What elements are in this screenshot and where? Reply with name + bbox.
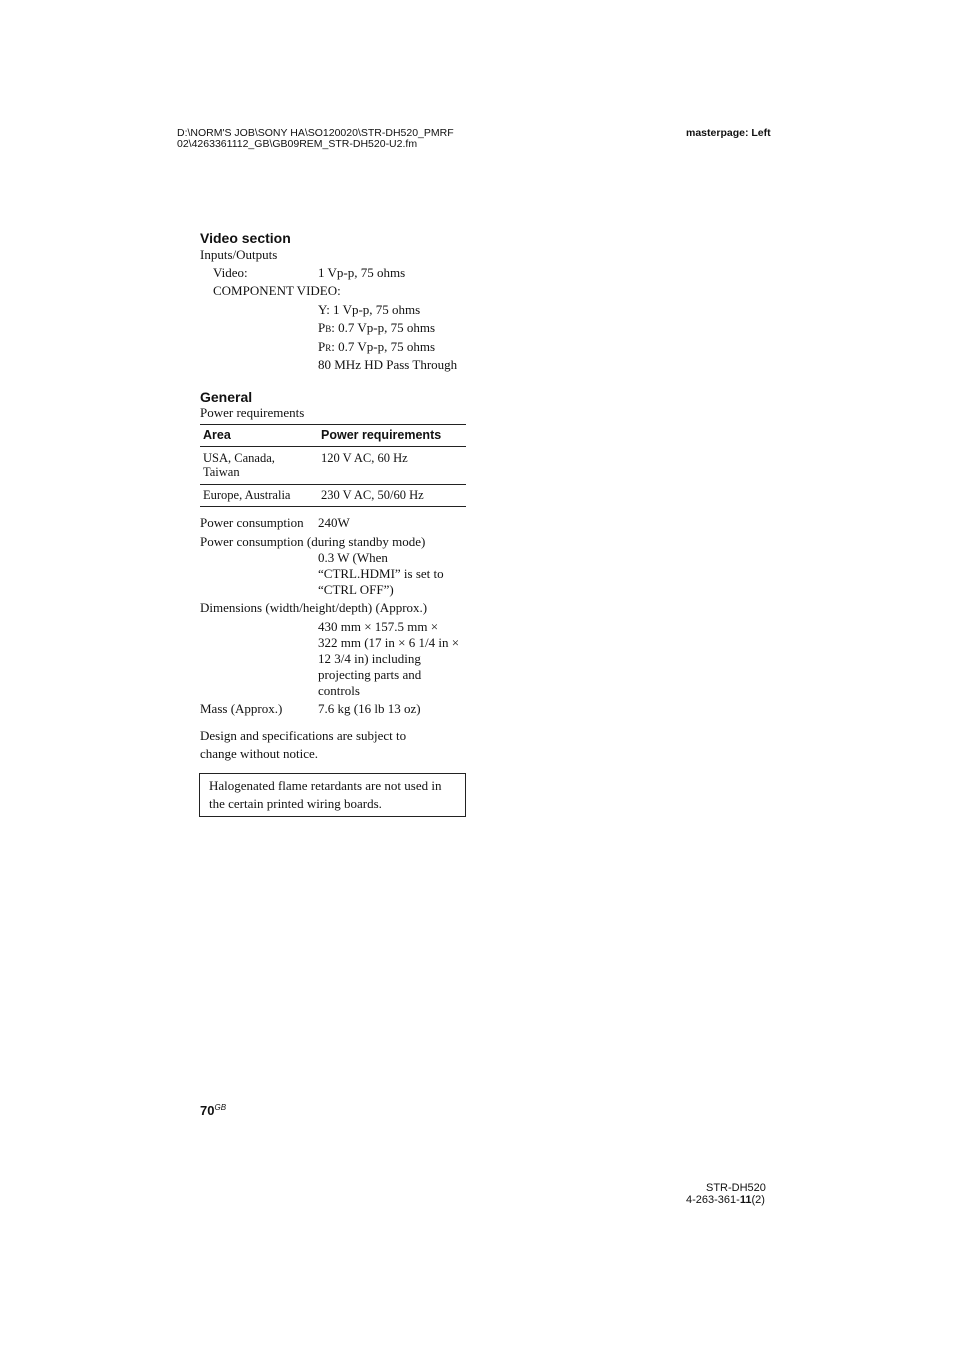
dimensions-line: projecting parts and (318, 667, 422, 682)
table-bottom-rule (200, 506, 466, 507)
table-row-area: Europe, Australia (203, 488, 291, 502)
pb-prefix: P (318, 320, 326, 335)
power-consumption-value: 240W (318, 515, 350, 530)
component-pr-value (318, 339, 435, 356)
design-note-line: Design and specifications are subject to (200, 728, 407, 743)
dimensions-value (318, 619, 459, 699)
dimensions-line: 322 mm (17 in × 6 1/4 in × (318, 635, 460, 650)
file-path-line-1: D:\NORM'S JOB\SONY HA\SO120020\STR-DH520_PMRF (177, 127, 454, 139)
page-number (200, 1103, 226, 1118)
area-line-2: Taiwan (203, 465, 240, 479)
dimensions-label: Dimensions (width/height/depth) (Approx.) (200, 600, 428, 615)
component-y-value: Y: 1 Vp-p, 75 ohms (318, 302, 421, 317)
general-section-title: General (200, 389, 253, 405)
pr-subscript: R (325, 343, 332, 353)
mass-label: Mass (Approx.) (200, 701, 283, 716)
page-number-suffix: GB (214, 1103, 227, 1112)
standby-line: 0.3 W (When (318, 550, 388, 565)
pb-subscript: B (325, 324, 332, 334)
standby-line: “CTRL.HDMI” is set to (318, 566, 444, 581)
table-row-area (203, 451, 275, 479)
masterpage-label: masterpage: Left (686, 127, 771, 139)
component-pb-value (318, 320, 435, 337)
design-note (200, 727, 406, 763)
halogen-notice-box (199, 773, 466, 817)
pb-text: : 0.7 Vp-p, 75 ohms (331, 320, 436, 335)
notice-line: the certain printed wiring boards. (209, 796, 382, 811)
video-section-title: Video section (200, 230, 291, 246)
inputs-outputs-label: Inputs/Outputs (200, 247, 278, 262)
dimensions-line: controls (318, 683, 360, 698)
component-video-label: COMPONENT VIDEO: (213, 283, 341, 298)
standby-consumption-value (318, 550, 444, 598)
table-row-power: 120 V AC, 60 Hz (321, 451, 408, 465)
video-label: Video: (213, 265, 248, 280)
table-row-power: 230 V AC, 50/60 Hz (321, 488, 424, 502)
area-line-1: USA, Canada, (203, 451, 275, 465)
table-top-rule (200, 424, 466, 425)
pr-prefix: P (318, 339, 326, 354)
file-path-header (177, 128, 454, 150)
standby-consumption-label: Power consumption (during standby mode) (200, 534, 426, 549)
table-header-area: Area (203, 428, 231, 442)
table-header-rule (200, 446, 466, 447)
pr-text: : 0.7 Vp-p, 75 ohms (331, 339, 436, 354)
table-header-power: Power requirements (321, 428, 442, 442)
mass-value: 7.6 kg (16 lb 13 oz) (318, 701, 421, 716)
dimensions-line: 430 mm × 157.5 mm × (318, 619, 439, 634)
dimensions-line: 12 3/4 in) including (318, 651, 421, 666)
footer-code-prefix: 4-263-361- (686, 1194, 740, 1206)
power-requirements-label: Power requirements (200, 405, 305, 420)
footer-code (686, 1194, 765, 1206)
standby-line: “CTRL OFF”) (318, 582, 394, 597)
notice-line: Halogenated flame retardants are not used in (209, 778, 442, 793)
video-value: 1 Vp-p, 75 ohms (318, 265, 406, 280)
halogen-notice-text (209, 777, 441, 813)
power-consumption-label: Power consumption (200, 515, 304, 530)
file-path-line-2: 02\4263361112_GB\GB09REM_STR-DH520-U2.fm (177, 138, 418, 150)
footer-model: STR-DH520 (706, 1182, 766, 1194)
hd-pass-through: 80 MHz HD Pass Through (318, 357, 458, 372)
page-number-value: 70 (200, 1103, 215, 1118)
footer-code-suffix: (2) (751, 1194, 765, 1206)
table-row-rule (200, 484, 466, 485)
footer-code-bold: 11 (739, 1194, 752, 1206)
design-note-line: change without notice. (200, 746, 319, 761)
